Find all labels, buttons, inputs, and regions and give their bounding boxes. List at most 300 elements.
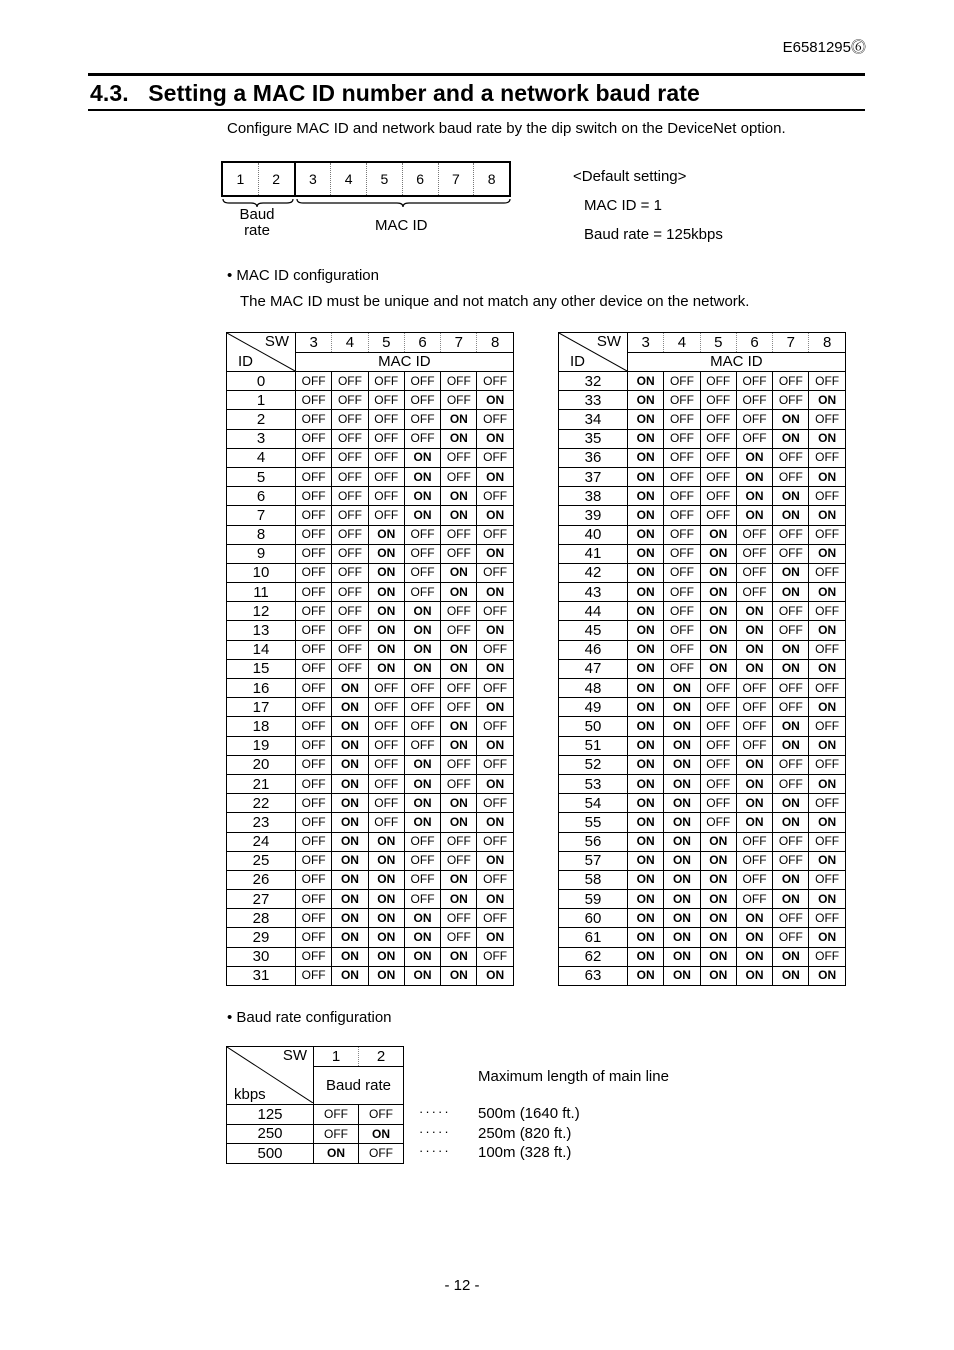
switch-state: OFF bbox=[477, 448, 513, 467]
switch-state: OFF bbox=[368, 717, 404, 736]
switch-state: ON bbox=[368, 563, 404, 582]
table-row bbox=[227, 870, 514, 889]
switch-state: OFF bbox=[332, 391, 368, 410]
switch-state: ON bbox=[736, 774, 772, 793]
mac-id-value: 26 bbox=[227, 870, 296, 889]
switch-state: ON bbox=[477, 506, 513, 525]
mac-config-desc: The MAC ID must be unique and not match any other device on the network. bbox=[240, 293, 750, 310]
switch-state: OFF bbox=[664, 506, 700, 525]
mac-id-value: 51 bbox=[559, 736, 628, 755]
switch-state: ON bbox=[368, 621, 404, 640]
switch-state: ON bbox=[773, 659, 809, 678]
mac-id-value: 55 bbox=[559, 813, 628, 832]
switch-state: ON bbox=[628, 928, 664, 947]
baud-rate-header: Baud rate bbox=[314, 1067, 404, 1105]
switch-state: OFF bbox=[736, 717, 772, 736]
switch-state: ON bbox=[736, 755, 772, 774]
switch-state: OFF bbox=[773, 621, 809, 640]
table-row bbox=[559, 372, 846, 391]
switch-state: OFF bbox=[332, 544, 368, 563]
switch-state: ON bbox=[404, 448, 440, 467]
switch-state: ON bbox=[477, 467, 513, 486]
mac-id-value: 59 bbox=[559, 890, 628, 909]
switch-state: OFF bbox=[332, 429, 368, 448]
table-row bbox=[559, 621, 846, 640]
switch-state: OFF bbox=[664, 659, 700, 678]
table-row bbox=[227, 1144, 404, 1164]
switch-state: ON bbox=[368, 851, 404, 870]
mac-id-value: 4 bbox=[227, 448, 296, 467]
dip-switch-1: 1 bbox=[236, 171, 245, 187]
switch-state: ON bbox=[700, 525, 736, 544]
switch-state: ON bbox=[368, 525, 404, 544]
switch-state: OFF bbox=[368, 487, 404, 506]
mac-table-corner bbox=[559, 333, 628, 372]
table-row bbox=[227, 448, 514, 467]
switch-state: ON bbox=[477, 698, 513, 717]
switch-state: OFF bbox=[296, 563, 332, 582]
switch-state: OFF bbox=[404, 391, 440, 410]
switch-state: OFF bbox=[773, 832, 809, 851]
switch-state: ON bbox=[773, 966, 809, 985]
leader-dots: ····· bbox=[419, 1104, 451, 1119]
switch-state: OFF bbox=[700, 410, 736, 429]
table-row bbox=[227, 1124, 404, 1144]
dip-switch-diagram bbox=[221, 161, 511, 197]
switch-state: ON bbox=[773, 947, 809, 966]
switch-state: OFF bbox=[700, 755, 736, 774]
switch-state: OFF bbox=[809, 717, 845, 736]
switch-state: OFF bbox=[664, 640, 700, 659]
switch-state: ON bbox=[664, 928, 700, 947]
switch-state: OFF bbox=[773, 679, 809, 698]
mac-id-value: 41 bbox=[559, 544, 628, 563]
mac-id-value: 54 bbox=[559, 794, 628, 813]
switch-state: ON bbox=[628, 429, 664, 448]
switch-state: OFF bbox=[368, 467, 404, 486]
switch-state: ON bbox=[368, 870, 404, 889]
switch-state: OFF bbox=[773, 544, 809, 563]
switch-state: OFF bbox=[809, 832, 845, 851]
switch-state: OFF bbox=[809, 909, 845, 928]
mac-id-value: 13 bbox=[227, 621, 296, 640]
switch-state: OFF bbox=[809, 410, 845, 429]
page-number: - 12 - bbox=[444, 1277, 480, 1294]
switch-state: ON bbox=[477, 851, 513, 870]
table-row bbox=[559, 870, 846, 889]
switch-state: ON bbox=[332, 813, 368, 832]
switch-state: ON bbox=[664, 794, 700, 813]
switch-state: OFF bbox=[477, 832, 513, 851]
switch-state: ON bbox=[368, 909, 404, 928]
switch-state: OFF bbox=[296, 583, 332, 602]
switch-state: ON bbox=[736, 928, 772, 947]
switch-state: ON bbox=[441, 410, 477, 429]
mac-sw-col-4: 4 bbox=[332, 333, 368, 353]
default-title: <Default setting> bbox=[573, 168, 687, 185]
switch-state: ON bbox=[404, 813, 440, 832]
switch-state: ON bbox=[368, 602, 404, 621]
switch-state: OFF bbox=[368, 410, 404, 429]
switch-state: OFF bbox=[296, 544, 332, 563]
switch-state: OFF bbox=[664, 602, 700, 621]
max-length-value: 100m (328 ft.) bbox=[478, 1144, 572, 1161]
switch-state: ON bbox=[628, 563, 664, 582]
switch-state: ON bbox=[736, 813, 772, 832]
mac-id-value: 24 bbox=[227, 832, 296, 851]
switch-state: OFF bbox=[664, 487, 700, 506]
table-row bbox=[227, 698, 514, 717]
table-row bbox=[559, 909, 846, 928]
switch-state: ON bbox=[628, 640, 664, 659]
switch-state: OFF bbox=[736, 391, 772, 410]
mac-id-value: 11 bbox=[227, 583, 296, 602]
switch-state: ON bbox=[700, 890, 736, 909]
switch-state: OFF bbox=[477, 755, 513, 774]
switch-state: ON bbox=[628, 832, 664, 851]
switch-state: OFF bbox=[296, 774, 332, 793]
switch-state: ON bbox=[809, 851, 845, 870]
baud-sw-1: 1 bbox=[314, 1047, 359, 1067]
switch-state: ON bbox=[628, 947, 664, 966]
table-row bbox=[559, 602, 846, 621]
table-row bbox=[559, 525, 846, 544]
table-row bbox=[559, 947, 846, 966]
switch-state: OFF bbox=[332, 506, 368, 525]
switch-state: OFF bbox=[332, 410, 368, 429]
mac-id-value: 58 bbox=[559, 870, 628, 889]
table-row bbox=[227, 947, 514, 966]
switch-state: OFF bbox=[296, 621, 332, 640]
mac-id-value: 35 bbox=[559, 429, 628, 448]
switch-state: OFF bbox=[477, 870, 513, 889]
switch-state: ON bbox=[441, 794, 477, 813]
mac-id-value: 30 bbox=[227, 947, 296, 966]
switch-state: OFF bbox=[441, 832, 477, 851]
switch-state: ON bbox=[628, 372, 664, 391]
switch-state: OFF bbox=[773, 467, 809, 486]
switch-state: ON bbox=[477, 659, 513, 678]
table-row bbox=[227, 813, 514, 832]
switch-state: OFF bbox=[736, 372, 772, 391]
switch-state: OFF bbox=[332, 621, 368, 640]
switch-state: ON bbox=[700, 928, 736, 947]
title-rule-top bbox=[88, 73, 865, 76]
switch-state: ON bbox=[773, 563, 809, 582]
switch-state: OFF bbox=[664, 410, 700, 429]
switch-state: OFF bbox=[736, 525, 772, 544]
table-row bbox=[559, 736, 846, 755]
switch-state: OFF bbox=[404, 679, 440, 698]
switch-state: ON bbox=[628, 583, 664, 602]
mac-id-value: 16 bbox=[227, 679, 296, 698]
switch-state: ON bbox=[700, 583, 736, 602]
mac-id-value: 3 bbox=[227, 429, 296, 448]
table-row bbox=[559, 966, 846, 985]
table-row bbox=[227, 851, 514, 870]
switch-state: ON bbox=[404, 966, 440, 985]
switch-state: OFF bbox=[332, 659, 368, 678]
switch-state: OFF bbox=[296, 659, 332, 678]
baud-sw2-value: OFF bbox=[359, 1144, 404, 1164]
switch-state: ON bbox=[368, 583, 404, 602]
mac-id-value: 37 bbox=[559, 467, 628, 486]
switch-state: ON bbox=[628, 698, 664, 717]
switch-state: OFF bbox=[441, 621, 477, 640]
table-row bbox=[227, 909, 514, 928]
switch-state: ON bbox=[809, 813, 845, 832]
switch-state: OFF bbox=[404, 851, 440, 870]
macid-label: MAC ID bbox=[375, 217, 428, 234]
switch-state: OFF bbox=[736, 736, 772, 755]
switch-state: ON bbox=[736, 621, 772, 640]
switch-state: OFF bbox=[404, 563, 440, 582]
switch-state: OFF bbox=[736, 583, 772, 602]
mac-id-value: 0 bbox=[227, 372, 296, 391]
switch-state: ON bbox=[628, 909, 664, 928]
max-length-header: Maximum length of main line bbox=[478, 1068, 669, 1085]
switch-state: ON bbox=[332, 928, 368, 947]
table-row bbox=[559, 755, 846, 774]
mac-id-value: 39 bbox=[559, 506, 628, 525]
switch-state: ON bbox=[700, 621, 736, 640]
table-row bbox=[227, 679, 514, 698]
switch-state: OFF bbox=[664, 525, 700, 544]
switch-state: OFF bbox=[809, 563, 845, 582]
switch-state: OFF bbox=[809, 870, 845, 889]
switch-state: ON bbox=[477, 890, 513, 909]
switch-state: OFF bbox=[332, 640, 368, 659]
switch-state: ON bbox=[368, 947, 404, 966]
switch-state: OFF bbox=[736, 870, 772, 889]
switch-state: ON bbox=[332, 966, 368, 985]
switch-state: OFF bbox=[296, 851, 332, 870]
switch-state: OFF bbox=[296, 679, 332, 698]
mac-id-value: 42 bbox=[559, 563, 628, 582]
switch-state: OFF bbox=[368, 774, 404, 793]
mac-id-value: 44 bbox=[559, 602, 628, 621]
switch-state: OFF bbox=[773, 372, 809, 391]
switch-state: ON bbox=[664, 755, 700, 774]
table-row bbox=[227, 410, 514, 429]
switch-state: OFF bbox=[296, 717, 332, 736]
switch-state: OFF bbox=[368, 372, 404, 391]
mac-id-header: MAC ID bbox=[296, 352, 514, 372]
switch-state: OFF bbox=[332, 563, 368, 582]
switch-state: ON bbox=[773, 813, 809, 832]
leader-dots: ····· bbox=[419, 1124, 451, 1139]
baud-config-heading: • Baud rate configuration bbox=[227, 1009, 392, 1026]
switch-state: ON bbox=[404, 640, 440, 659]
table-row bbox=[227, 467, 514, 486]
switch-state: OFF bbox=[477, 487, 513, 506]
switch-state: ON bbox=[700, 851, 736, 870]
switch-state: OFF bbox=[404, 583, 440, 602]
mac-id-value: 31 bbox=[227, 966, 296, 985]
table-row bbox=[227, 659, 514, 678]
switch-state: ON bbox=[332, 890, 368, 909]
switch-state: ON bbox=[404, 928, 440, 947]
switch-state: ON bbox=[477, 966, 513, 985]
switch-state: OFF bbox=[664, 429, 700, 448]
mac-id-value: 15 bbox=[227, 659, 296, 678]
table-row bbox=[559, 467, 846, 486]
switch-state: ON bbox=[332, 832, 368, 851]
switch-state: OFF bbox=[700, 717, 736, 736]
mac-id-value: 23 bbox=[227, 813, 296, 832]
switch-state: ON bbox=[332, 755, 368, 774]
switch-state: ON bbox=[628, 717, 664, 736]
table-row bbox=[559, 391, 846, 410]
switch-state: ON bbox=[736, 487, 772, 506]
switch-state: OFF bbox=[368, 448, 404, 467]
switch-state: ON bbox=[664, 774, 700, 793]
switch-state: OFF bbox=[477, 525, 513, 544]
switch-state: ON bbox=[477, 621, 513, 640]
switch-state: OFF bbox=[404, 832, 440, 851]
switch-state: OFF bbox=[477, 679, 513, 698]
table-row bbox=[559, 928, 846, 947]
switch-state: ON bbox=[664, 832, 700, 851]
switch-state: OFF bbox=[368, 794, 404, 813]
switch-state: ON bbox=[809, 774, 845, 793]
switch-state: OFF bbox=[700, 813, 736, 832]
switch-state: OFF bbox=[700, 698, 736, 717]
mac-id-value: 7 bbox=[227, 506, 296, 525]
table-row bbox=[227, 966, 514, 985]
switch-state: OFF bbox=[773, 525, 809, 544]
switch-state: OFF bbox=[664, 563, 700, 582]
switch-state: ON bbox=[809, 698, 845, 717]
switch-state: OFF bbox=[332, 602, 368, 621]
switch-state: OFF bbox=[773, 774, 809, 793]
baud-corner-sw: SW bbox=[282, 1047, 307, 1064]
switch-state: OFF bbox=[296, 928, 332, 947]
switch-state: OFF bbox=[736, 410, 772, 429]
mac-id-value: 32 bbox=[559, 372, 628, 391]
mac-sw-col-3: 3 bbox=[628, 333, 664, 353]
switch-state: OFF bbox=[736, 544, 772, 563]
table-row bbox=[559, 774, 846, 793]
switch-state: OFF bbox=[736, 563, 772, 582]
baud-sw1-value: OFF bbox=[314, 1105, 359, 1125]
switch-state: OFF bbox=[441, 755, 477, 774]
dip-switch-3: 3 bbox=[294, 163, 331, 195]
switch-state: OFF bbox=[296, 506, 332, 525]
mac-sw-col-6: 6 bbox=[736, 333, 772, 353]
switch-state: OFF bbox=[773, 909, 809, 928]
switch-state: OFF bbox=[296, 429, 332, 448]
dip-switch-2: 2 bbox=[258, 163, 294, 195]
table-row bbox=[227, 621, 514, 640]
table-row bbox=[559, 640, 846, 659]
mac-sw-col-8: 8 bbox=[477, 333, 513, 353]
switch-state: OFF bbox=[368, 755, 404, 774]
switch-state: OFF bbox=[736, 679, 772, 698]
switch-state: OFF bbox=[664, 372, 700, 391]
mac-id-value: 17 bbox=[227, 698, 296, 717]
switch-state: OFF bbox=[296, 448, 332, 467]
switch-state: ON bbox=[809, 736, 845, 755]
switch-state: ON bbox=[368, 966, 404, 985]
mac-sw-col-8: 8 bbox=[809, 333, 845, 353]
mac-sw-col-5: 5 bbox=[368, 333, 404, 353]
switch-state: OFF bbox=[700, 448, 736, 467]
table-row bbox=[227, 890, 514, 909]
switch-state: OFF bbox=[700, 794, 736, 813]
switch-state: ON bbox=[628, 679, 664, 698]
switch-state: OFF bbox=[296, 640, 332, 659]
table-row bbox=[559, 679, 846, 698]
switch-state: OFF bbox=[773, 755, 809, 774]
table-row bbox=[227, 640, 514, 659]
switch-state: OFF bbox=[700, 736, 736, 755]
switch-state: OFF bbox=[477, 947, 513, 966]
table-row bbox=[227, 583, 514, 602]
switch-state: OFF bbox=[664, 391, 700, 410]
mac-id-value: 9 bbox=[227, 544, 296, 563]
switch-state: ON bbox=[773, 583, 809, 602]
table-row bbox=[559, 851, 846, 870]
switch-state: ON bbox=[368, 544, 404, 563]
switch-state: ON bbox=[809, 544, 845, 563]
switch-state: ON bbox=[700, 966, 736, 985]
mac-id-value: 36 bbox=[559, 448, 628, 467]
table-row bbox=[227, 928, 514, 947]
switch-state: ON bbox=[773, 506, 809, 525]
mac-id-value: 61 bbox=[559, 928, 628, 947]
switch-state: OFF bbox=[809, 602, 845, 621]
switch-state: OFF bbox=[664, 467, 700, 486]
switch-state: OFF bbox=[477, 602, 513, 621]
baud-label-line2: rate bbox=[244, 222, 270, 239]
switch-state: ON bbox=[477, 813, 513, 832]
switch-state: ON bbox=[736, 966, 772, 985]
switch-state: OFF bbox=[477, 794, 513, 813]
switch-state: OFF bbox=[332, 525, 368, 544]
switch-state: ON bbox=[332, 794, 368, 813]
switch-state: ON bbox=[700, 947, 736, 966]
switch-state: ON bbox=[628, 870, 664, 889]
table-row bbox=[559, 659, 846, 678]
baud-sw-2: 2 bbox=[359, 1047, 404, 1067]
document-id: E6581295⓺ bbox=[782, 39, 866, 56]
switch-state: OFF bbox=[773, 391, 809, 410]
switch-state: ON bbox=[441, 640, 477, 659]
switch-state: OFF bbox=[296, 890, 332, 909]
switch-state: OFF bbox=[296, 525, 332, 544]
switch-state: OFF bbox=[332, 448, 368, 467]
switch-state: ON bbox=[332, 909, 368, 928]
table-row bbox=[227, 487, 514, 506]
switch-state: ON bbox=[332, 698, 368, 717]
switch-state: OFF bbox=[736, 429, 772, 448]
mac-id-value: 63 bbox=[559, 966, 628, 985]
switch-state: OFF bbox=[296, 870, 332, 889]
mac-id-value: 52 bbox=[559, 755, 628, 774]
mac-id-value: 10 bbox=[227, 563, 296, 582]
baud-kbps: 500 bbox=[227, 1144, 314, 1164]
table-row bbox=[559, 410, 846, 429]
switch-state: OFF bbox=[700, 429, 736, 448]
dip-switch-5: 5 bbox=[366, 163, 402, 195]
switch-state: ON bbox=[441, 563, 477, 582]
switch-state: ON bbox=[736, 659, 772, 678]
mac-id-value: 25 bbox=[227, 851, 296, 870]
switch-state: OFF bbox=[441, 525, 477, 544]
switch-state: OFF bbox=[441, 467, 477, 486]
mac-sw-col-3: 3 bbox=[296, 333, 332, 353]
